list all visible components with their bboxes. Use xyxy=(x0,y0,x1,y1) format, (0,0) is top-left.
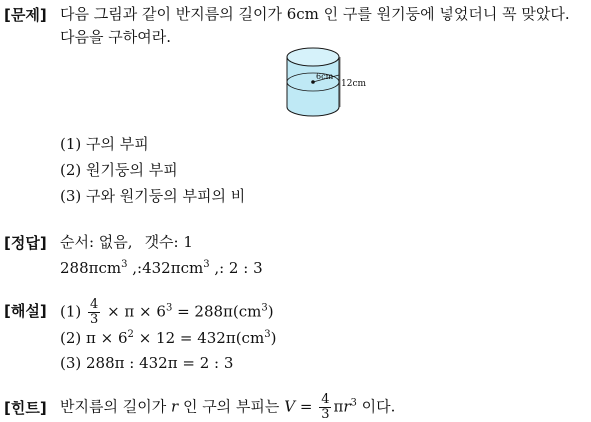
solution-tag: [해설] xyxy=(4,302,47,320)
answer-tag: [정답] xyxy=(4,234,47,252)
sphere-center-dot xyxy=(311,80,315,84)
answer-order: 순서: 없음, xyxy=(60,233,133,251)
radius-label: 6cm xyxy=(316,72,334,81)
problem-item-3: (3) 구와 원기둥의 부피의 비 xyxy=(60,187,246,205)
solution-step-1: (1) $\frac{4}{3}$ × $\pi \times 6^3 = 288\pi(cm^3)$ xyxy=(60,297,274,327)
cylinder-sphere-figure xyxy=(283,44,373,124)
hint-text: 반지름의 길이가 r 인 구의 부피는 V = $\frac{4}{3}$ $\pi r^3$ 이다. xyxy=(60,392,396,422)
answer-values: 288πcm$^3$ ,:432πcm$^3$ ,: 2 : 3 xyxy=(60,259,263,277)
answer-count: 갯수: 1 xyxy=(144,233,193,251)
problem-item-2: (2) 원기둥의 부피 xyxy=(60,161,178,179)
cylinder-top xyxy=(287,48,339,66)
answer-value-1: 288πcm xyxy=(60,259,122,277)
fraction-four-thirds-hint: $\frac{4}{3}$ xyxy=(321,392,330,422)
solution-step-2: (2) $\pi \times 6^2 \times 12 = 432\pi(cm^3)$ xyxy=(60,329,277,347)
problem-item-1: (1) 구의 부피 xyxy=(60,135,149,153)
answer-value-2: ,:432πcm xyxy=(127,259,204,277)
problem-text-line2: 다음을 구하여라. xyxy=(60,28,171,46)
fraction-four-thirds: $\frac{4}{3}$ xyxy=(90,297,99,327)
answer-meta xyxy=(60,232,193,252)
hint-tag: [힌트] xyxy=(4,399,47,417)
answer-ratio: ,: 2 : 3 xyxy=(209,259,263,277)
height-label: 12cm xyxy=(341,79,367,89)
problem-text-line1: 다음 그림과 같이 반지름의 길이가 6cm 인 구를 원기둥에 넣었더니 꼭 맞았다. xyxy=(60,5,570,23)
cylinder-sphere-diagram xyxy=(283,44,373,124)
solution-step-3: (3) 288π : 432π = 2 : 3 xyxy=(60,354,234,372)
problem-tag: [문제] xyxy=(4,6,47,24)
